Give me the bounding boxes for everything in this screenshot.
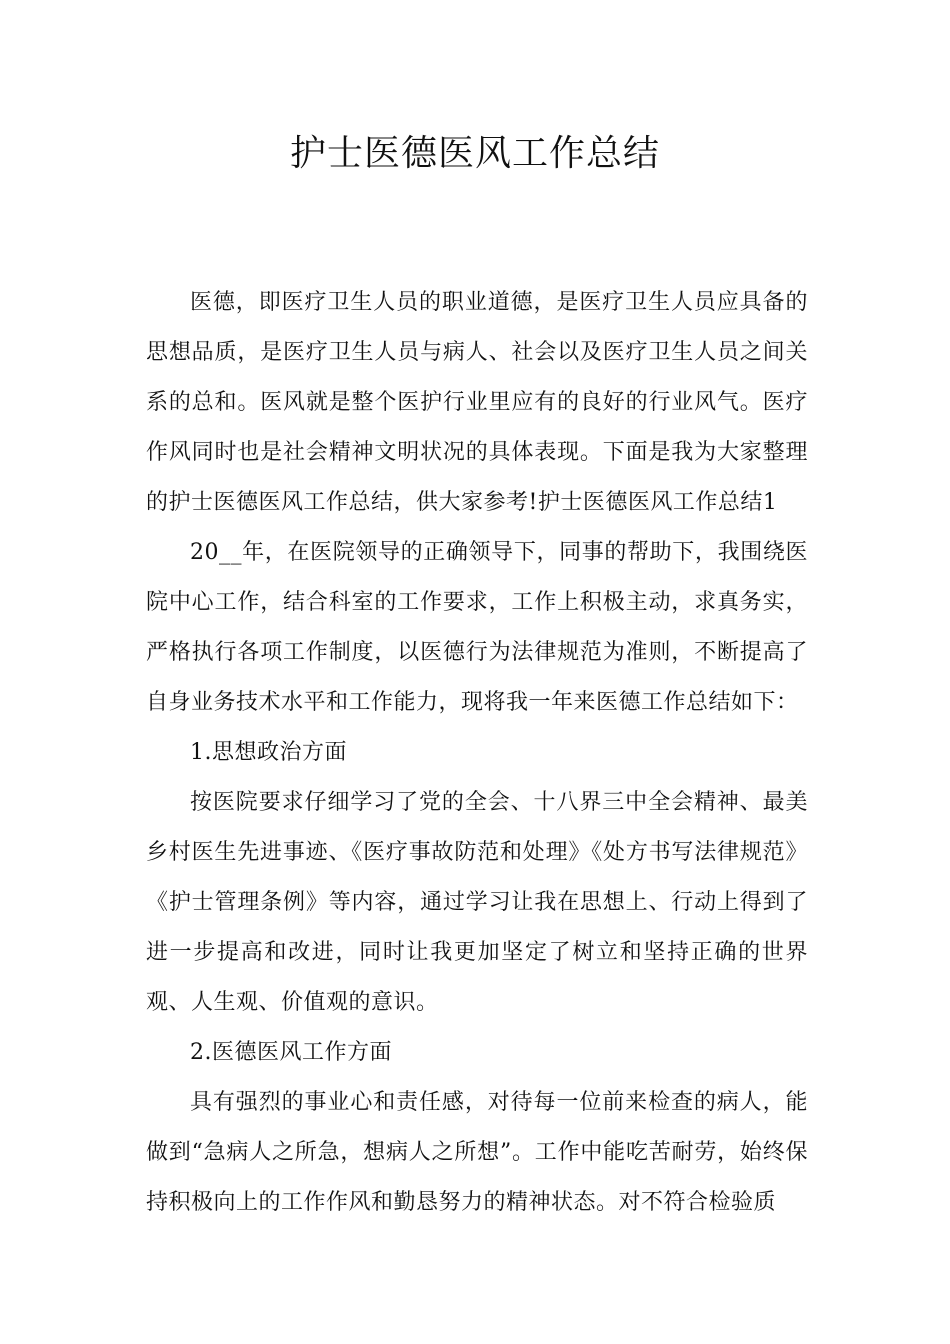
document-body xyxy=(146,278,808,1228)
section-heading-ethics: 2.医德医风工作方面 xyxy=(190,1040,392,1065)
paragraph-politics: 按医院要求仔细学习了党的全会、十八界三中全会精神、最美乡村医生先进事迹、《医疗事故防范和处理》《处方书写法律规范》《护士管理条例》等内容，通过学习让我在思想上、行动上得到了进一步提高和改进，同时让我更加坚定了树立和坚持正确的世界观、人生观、价值观的意识。 xyxy=(146,790,808,1015)
paragraph-summary-opening: 20__年，在医院领导的正确领导下，同事的帮助下，我围绕医院中心工作，结合科室的工作要求，工作上积极主动，求真务实，严格执行各项工作制度，以医德行为法律规范为准则，不断提高了自身业务技术水平和工作能力，现将我一年来医德工作总结如下： xyxy=(146,540,808,715)
paragraph-ethics: 具有强烈的事业心和责任感，对待每一位前来检查的病人，能做到“急病人之所急，想病人之所想”。工作中能吃苦耐劳，始终保持积极向上的工作作风和勤恳努力的精神状态。对不符合检验质 xyxy=(146,1090,808,1215)
section-heading-politics: 1.思想政治方面 xyxy=(190,740,347,765)
paragraph-intro: 医德，即医疗卫生人员的职业道德，是医疗卫生人员应具备的思想品质，是医疗卫生人员与病人、社会以及医疗卫生人员之间关系的总和。医风就是整个医护行业里应有的良好的行业风气。医疗作风同时也是社会精神文明状况的具体表现。下面是我为大家整理的护士医德医风工作总结，供大家参考!护士医德医风工作总结1 xyxy=(146,290,808,515)
document-title: 护士医德医风工作总结 xyxy=(289,133,660,174)
